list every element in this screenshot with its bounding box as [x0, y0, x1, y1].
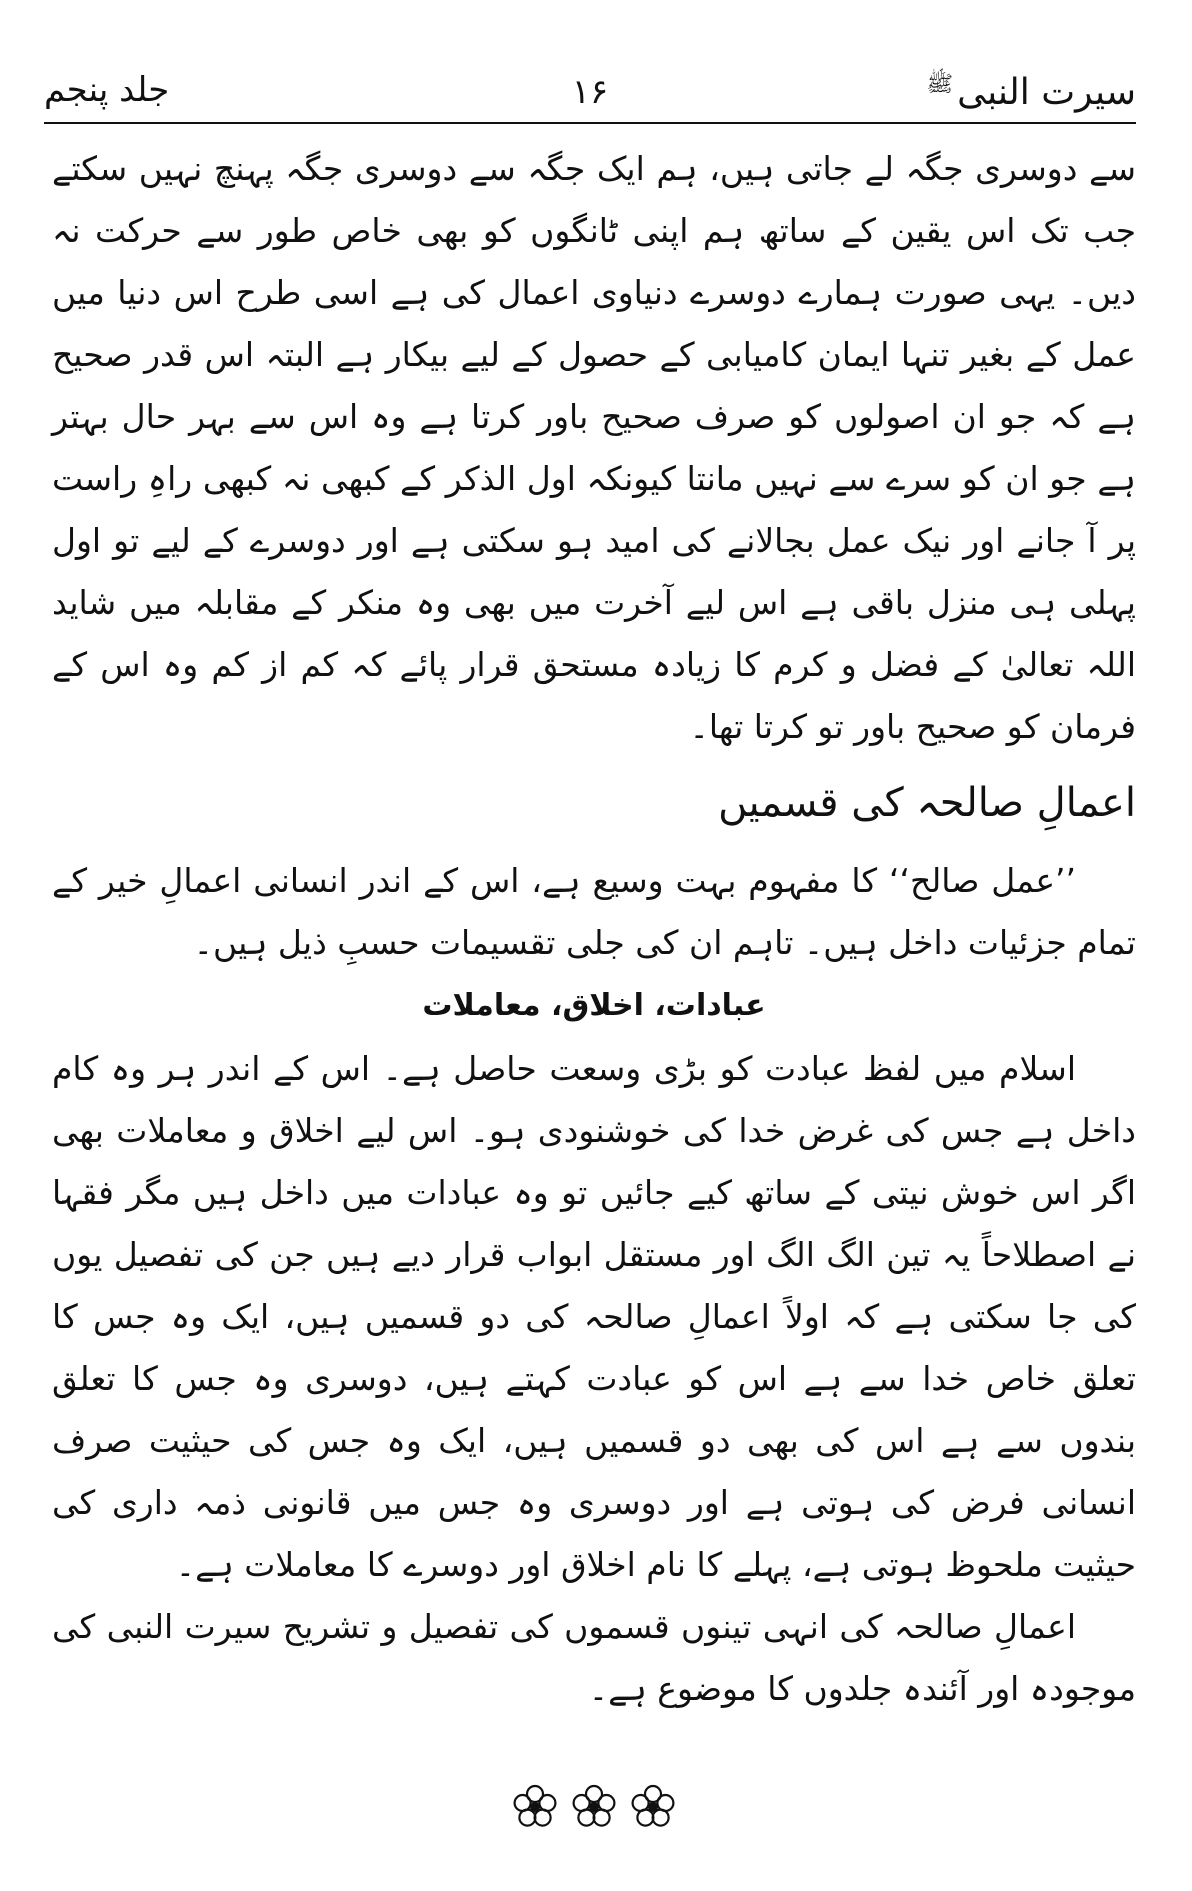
- flower-ornament-icon: [571, 1784, 617, 1830]
- book-title: سیرت النبی: [957, 72, 1136, 113]
- flower-ornament-icon: [630, 1784, 676, 1830]
- page-number: ۱۶: [571, 72, 609, 112]
- volume-label: جلد پنجم: [44, 70, 170, 110]
- page-header: [44, 62, 1136, 124]
- section-intro-paragraph: ’’عمل صالح‘‘ کا مفہوم بہت وسیع ہے، اس کے اندر انسانی اعمالِ خیر کے تمام جزئیات داخل ہیں۔ تاہم ان کی جلی تقسیمات حسبِ ذیل ہیں۔: [52, 861, 1136, 962]
- body-paragraph: سے دوسری جگہ لے جاتی ہیں، ہم ایک جگہ سے دوسری جگہ پہنچ نہیں سکتے جب تک اس یقین کے ساتھ ہم اپنی ٹانگوں کو بھی خاص طور سے حرکت نہ دیں۔ یہی صورت ہمارے دوسرے دنیاوی اعمال کی ہے اسی طرح اس دنیا میں عمل کے بغیر تنہا ایمان کامیابی کے حصول کے لیے بیکار ہے البتہ اس قدر صحیح ہے کہ جو ان اصولوں کو صرف صحیح باور کرتا ہے وہ اس سے بہر حال بہتر ہے جو ان کو سرے سے نہیں مانتا کیونکہ اول الذکر کے کبھی نہ کبھی راہِ راست پر آ جانے اور نیک عمل بجالانے کی امید ہو سکتی ہے اور دوسرے کے لیے تو اول پہلی ہی منزل باقی ہے اس لیے آخرت میں بھی وہ منکر کے مقابلہ میں شاید اللہ تعالیٰ کے فضل و کرم کا زیادہ مستحق قرار پائے کہ کم از کم وہ اس کے فرمان کو صحیح باور تو کرتا تھا۔: [52, 149, 1136, 746]
- running-title: [926, 70, 1136, 113]
- sub-heading: عبادات، اخلاق، معاملات: [422, 988, 766, 1023]
- ornament-divider: [52, 1784, 1136, 1834]
- closing-paragraph: اعمالِ صالحہ کی انہی تینوں قسموں کی تفصیل و تشریح سیرت النبی کی موجودہ اور آئندہ جلدوں کا موضوع ہے۔: [52, 1607, 1136, 1708]
- flower-ornament-icon: [512, 1784, 558, 1830]
- page-body: [52, 138, 1136, 1834]
- section-body-paragraph: اسلام میں لفظ عبادت کو بڑی وسعت حاصل ہے۔ اس کے اندر ہر وہ کام داخل ہے جس کی غرض خدا کی خوشنودی ہو۔ اس لیے اخلاق و معاملات بھی اگر اس خوش نیتی کے ساتھ کیے جائیں تو وہ عبادات میں داخل ہیں مگر فقہا نے اصطلاحاً یہ تین الگ الگ اور مستقل ابواب قرار دیے ہیں جن کی تفصیل یوں کی جا سکتی ہے کہ اولاً اعمالِ صالحہ کی دو قسمیں ہیں، ایک وہ جس کا تعلق خاص خدا سے ہے اس کو عبادت کہتے ہیں، دوسری وہ جس کا تعلق بندوں سے ہے اس کی بھی دو قسمیں ہیں، ایک وہ جس کی حیثیت صرف انسانی فرض کی ہوتی ہے اور دوسری وہ جس میں قانونی ذمہ داری کی حیثیت ملحوظ ہوتی ہے، پہلے کا نام اخلاق اور دوسرے کا معاملات ہے۔: [52, 1049, 1136, 1584]
- section-heading: اعمالِ صالحہ کی قسمیں: [718, 780, 1136, 826]
- honorific-glyph: ﷺ: [926, 72, 954, 97]
